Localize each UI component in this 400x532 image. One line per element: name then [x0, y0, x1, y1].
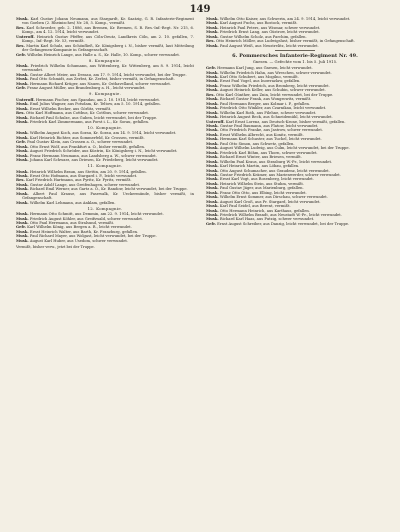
entry-text: Hermann Fischer, aus Spandau, am 2. 10. 1914, leicht verwundet. [35, 97, 161, 102]
entry-text: Franz Wilhelm Friedrich, aus Bromberg, leicht verwundet. [219, 83, 330, 88]
entry-text: Heinrich Gustav Pfeffer, aus Cöln-Deutz, Landkreis Cöln, am 2. 10. gefallen, 7. Komp., Inf.-Regt. Nr. 53, vermißt. [22, 34, 194, 44]
entry-text: Ernst Otto Hofmann, aus Stargard i. P., leicht verwundet. [29, 173, 138, 178]
entry-rank: Musk. [206, 132, 219, 137]
entry-rank: Musk. [206, 204, 219, 209]
entry-rank: Musk. [16, 200, 29, 205]
entry-text: Otto Karl Hoffmann, aus Cottbus, Kr. Cottbus, schwer verwundet. [25, 111, 150, 116]
entry-rank: Musk. [206, 155, 219, 160]
entry-rank: Musk. [206, 70, 219, 75]
left-column [16, 17, 194, 522]
entry-rank: Musk. [16, 72, 29, 77]
entry-rank: Musk. [206, 181, 219, 186]
list-entry [16, 201, 194, 205]
entry-text: Karl Otto Schubert, aus Mogilno, vermißt. [219, 74, 299, 79]
divider [275, 50, 315, 51]
entry-rank: Musk. [206, 74, 219, 79]
entry-rank: Musk. [206, 17, 219, 21]
list-entry [16, 64, 194, 73]
entry-rank: Musk. [206, 195, 219, 200]
entry-text: Wilhelm Paul Kraus, aus Strasburg W.-Pr., leicht verwundet. [219, 159, 333, 164]
entry-text: Richard Karl Haas, aus Putzig, schwer verwundet. [219, 217, 315, 222]
entry-text: Paul Gustav Jäger, aus Marienburg, gefallen. [219, 186, 304, 191]
entry-text: Paul Otto Simon, aus Schwetz, gefallen. [219, 141, 295, 146]
entry-text: Richard Emil Werner, aus Gartz a. O., Kr. Randow, leicht verwundet, bei der Truppe. [29, 187, 188, 192]
entry-rank: Musk. [16, 149, 29, 154]
entry-rank: Musk. [16, 115, 29, 120]
entry-text: August Karl Huber, aus Usedom, schwer verwundet. [29, 238, 129, 243]
entry-text: Gustav Wilhelm Scholz, aus Parchim, gefallen. [219, 34, 307, 39]
list-entry [16, 17, 194, 26]
entry-text: Karl Heinrich Martin, aus Löbau, gefallen. [219, 164, 300, 169]
section-heading: 8. Kompagnie. [88, 57, 122, 63]
entry-text: Karl Ernst Lorenz, aus Deutsch-Krone, bisher vermißt, gefallen. [225, 119, 346, 124]
entry-text: Richard Ernst Winter, aus Briesen, vermißt. [219, 155, 302, 160]
entry-text: Wilhelm Friedrich Hahn, aus Wreschen, schwer verwundet. [219, 70, 332, 75]
entry-text: Karl Heinrich Richter, aus Sommerfeld, Kr. Crossen, vermißt. [29, 135, 145, 140]
list-entry [16, 53, 194, 57]
footnote: Vermißt, bisher verw., jetzt bei der Truppe. [16, 245, 95, 250]
entry-rank: Musk. [206, 110, 219, 115]
list-entry [16, 192, 194, 201]
entry-text: Richard Gustav Frank, aus Wongrowitz, vermißt. [219, 97, 312, 102]
entry-text: Otto Friedrich Franke, aus Jastrow, schwer verwundet. [219, 128, 323, 133]
right-column [206, 17, 384, 522]
entry-rank: Musk. [16, 212, 29, 217]
entry-rank: Musk. [206, 177, 219, 182]
entry-text: Martin Karl Schulz, aus Schönfließ, Kr. Königsberg i. N., bisher vermißt, laut Mitteilung der Gefangenen-Kompanie in Gefangenschaft. [22, 43, 194, 53]
entry-rank: Gefr. [16, 225, 26, 230]
list-entry [16, 120, 194, 124]
entry-text: Johann Karl Schwarz, aus Driesen, Kr. Friedeberg, leicht verwundet. [29, 158, 159, 163]
entry-text: Karl Friedrich Hartmann, aus Pyritz, Kr. Pyritz, vermißt. [25, 178, 132, 183]
entry-rank: Musk. [206, 30, 219, 35]
entry-text: August Friedrich Schröder, aus Küstrin, Kr. Königsberg i. N., leicht verwundet. [29, 149, 178, 154]
entry-rank: Musk. [206, 34, 219, 39]
entry-rank: Musk. [16, 77, 29, 82]
entry-rank: Musk. [206, 146, 219, 151]
entry-rank: Musk. [16, 158, 29, 163]
entry-text: Friedrich Karl Böhm, aus Thorn, schwer verwundet. [219, 150, 318, 155]
entry-text: Friedrich Karl Zimmermann, aus Forst i. L., Kr. Sorau, gefallen. [29, 119, 150, 124]
list-entry [16, 35, 194, 44]
entry-rank: Musk. [206, 159, 219, 164]
entry-text: Paul Richard Mayer, aus Wolgast, leicht verwundet, bei der Truppe. [29, 234, 157, 239]
entry-rank: Res. [206, 39, 215, 44]
entry-rank: Musk. [16, 191, 29, 196]
entry-text: August Karl Groß, aus Pr. Stargard, leicht verwundet. [219, 199, 321, 204]
entry-rank: Gefr. [16, 140, 26, 145]
entry-rank: Musk. [206, 83, 219, 88]
entry-rank: Gefr. [206, 221, 216, 226]
entry-text: Gustav Albert Meier, aus Dessau, am 17. 9. 1914, leicht verwundet, bei der Truppe. [29, 72, 187, 77]
entry-text: Ernst Karl Vogt, aus Rosenberg, leicht verwundet. [219, 177, 314, 182]
entry-text: Gustav Paul Baumann, aus Flatow, leicht verwundet. [219, 123, 319, 128]
entry-rank: Unteroff. [206, 119, 225, 124]
entry-text: Wilhelm Ernst Sommer, aus Dirschau, schwer verwundet. [219, 195, 328, 200]
entry-text: Friedrich Otto Winkler, aus Czarnikau, leicht verwundet. [219, 106, 327, 111]
entry-text: Karl Schroeder, geb. 2. 1886, aus Bremen, Kr. Bremen, S. R. Res.-Inf.-Regt. Nr. 215, 6. Komp., am 4. 12. 1914, leicht verwundet. [22, 25, 194, 35]
entry-rank: Musk. [206, 106, 219, 111]
entry-rank: Musk. [206, 25, 219, 30]
entry-text: Franz Otto Otto, aus Elbing, leicht verwundet. [219, 190, 307, 195]
entry-text: Heinrich Wilhelm Stein, aus Stuhm, vermißt. [219, 181, 305, 186]
entry-rank: Musk. [206, 172, 219, 177]
entry-text: Otto August Schumacher, aus Graudenz, leicht verwundet. [219, 168, 330, 173]
entry-text: Wilhelm Karl Roth, aus Filehne, schwer verwundet. [219, 110, 317, 115]
entry-text: Otto Hermann Heinrich, aus Karthaus, gefallen. [219, 208, 310, 213]
entry-text: August Heinrich Keller, aus Schubin, schwer verwundet. [219, 88, 326, 93]
entry-rank: Musk. [16, 238, 29, 243]
section-heading: 10. Kompagnie. [87, 124, 123, 130]
entry-rank: Musk. [16, 64, 29, 69]
entry-rank: Res. [16, 111, 25, 116]
entry-rank: Musk. [206, 43, 219, 48]
entry-text: Emil Julius Wagner, aus Potsdam, Kr. Teltow, am 5. 10. 1914, gefallen. [29, 102, 161, 107]
entry-rank: Musk. [16, 229, 29, 234]
entry-rank: Musk. [16, 131, 29, 136]
entry-rank: Res. [16, 43, 25, 48]
entry-rank: Musk. [206, 186, 219, 191]
entry-rank: Unteroff. [16, 97, 35, 102]
entry-text: Gustav Friedrich Krämer, aus Marienwerder, schwer verwundet. [219, 172, 341, 177]
entry-rank: Musk. [16, 173, 29, 178]
entry-text: Wilhelm Karl Lehmann, aus Anklam, gefallen. [29, 200, 116, 205]
entry-text: Friedrich Wilhelm Schumann, aus Wittenberg, Kr. Wittenberg, am 8. 9. 1914, leicht verwundet. [22, 64, 194, 73]
entry-text: Friedrich Wilhelm Brandt, aus Neustadt W.-Pr., leicht verwundet. [219, 213, 342, 218]
list-entry [16, 239, 194, 243]
entry-rank: Unteroff. [16, 34, 35, 39]
entry-rank: Musk. [16, 187, 29, 192]
entry-rank: Musk. [16, 182, 29, 187]
entry-text: Paul Otto Schmidt, aus Zerbst, Kr. Zerbst, bisher vermißt, in Gefangenschaft. [29, 77, 175, 82]
entry-text: Hermann Karl Jung, aus Gnesen, leicht verwundet. [217, 66, 313, 71]
entry-text: Wilhelm August Koch, aus Sorau, Kr. Sorau, am 14. 9. 1914, leicht verwundet. [29, 131, 177, 136]
entry-text: Paul Gustav Klein, aus Crossen a. O., schwer verwundet. [27, 140, 134, 145]
entry-text: Wilhelm Heinrich Lange, aus Halle a. S., Kr. Halle, 10. Komp., schwer verwundet. [27, 52, 181, 57]
entry-rank: Musk. [206, 150, 219, 155]
entry-rank: Musk. [206, 88, 219, 93]
entry-rank: Musk. [206, 199, 219, 204]
page-number: 149 [189, 4, 211, 15]
entry-rank: Musk. [206, 115, 219, 120]
entry-rank: Musk. [16, 135, 29, 140]
entry-rank: Musk. [16, 220, 29, 225]
entry-text: Heinrich August Beck, aus Schneidemühl, leicht verwundet. [219, 115, 333, 120]
section-heading: 9. Kompagnie. [88, 91, 122, 97]
entry-rank: Musk. [206, 217, 219, 222]
entry-text: Franz Hermann Neumann, aus Landsberg a. W., schwer verwundet. [29, 153, 157, 158]
entry-text: Heinrich Paul Peters, aus Wismar, schwer verwundet. [219, 25, 321, 30]
entry-text: Heinrich Wilhelm Braun, aus Stettin, am 20. 9. 1914, gefallen. [29, 169, 147, 174]
list-entry [16, 86, 194, 90]
entry-text: Ernst Paul Vogel, aus Inowrazlaw, gefallen. [219, 79, 301, 84]
entry-text: Otto Ernst Wolf, aus Frankfurt a. O., bisher vermißt, gefallen. [29, 144, 146, 149]
entry-text: Karl Gustav Johann Neumann, aus Stargardt, Kr. Saatzig, G. R. Infanterie-Regiment von Goeben (2. Rheinisches) Nr. 28, 5. Komp., vermißt. [22, 17, 194, 26]
list-entry [16, 44, 194, 53]
entry-rank: Musk. [206, 101, 219, 106]
entry-rank: Musk. [206, 97, 219, 102]
entry-rank: Musk. [206, 168, 219, 173]
entry-rank: Gefr. [206, 66, 216, 71]
entry-text: Friedrich Ernst Lang, aus Güstrow, leicht verwundet. [219, 30, 320, 35]
entry-rank: Musk. [16, 119, 29, 124]
entry-rank: Gefr. [16, 86, 26, 91]
entry-rank: Musk. [16, 102, 29, 107]
entry-rank: Musk. [206, 141, 219, 146]
entry-text: Franz August Müller, aus Brandenburg a. H., leicht verwundet. [27, 86, 146, 91]
list-entry [206, 44, 384, 48]
list-entry [16, 158, 194, 162]
entry-text: Wilhelm Otto Kaiser, aus Schwerin, am 24. 9. 1914, leicht verwundet. [219, 17, 351, 21]
entry-text: Hermann Karl Schuster, aus Tuchel, leicht verwundet. [219, 137, 322, 142]
entry-rank: Musk. [16, 144, 29, 149]
entry-rank: Musk. [16, 216, 29, 221]
entry-text: Ernst August Schreiber, aus Danzig, leicht verwundet, bei der Truppe. [217, 221, 350, 226]
entry-text: Albert Paul Krause, aus Pasewalk, Kr. Ueckermünde, bisher vermißt, in Gefangenschaft. [22, 191, 194, 201]
entry-rank: Musk. [206, 128, 219, 133]
entry-rank: Musk. [206, 21, 219, 26]
entry-rank: Musk. [206, 79, 219, 84]
entry-text: Ernst Heinrich Walter, aus Barth, Kr. Franzburg, gefallen. [29, 229, 139, 234]
entry-rank: Musk. [206, 213, 219, 218]
entry-text: Ernst Wilhelm Albrecht, aus Konitz, vermißt. [219, 132, 304, 137]
entry-rank: Musk. [16, 81, 29, 86]
list-entry [16, 26, 194, 35]
entry-rank: Musk. [206, 208, 219, 213]
entry-rank: Res. [16, 25, 25, 30]
entry-rank: Musk. [16, 17, 29, 21]
section-heading: 12. Kompagnie. [87, 205, 123, 211]
columns [16, 17, 384, 522]
entry-text: Hermann Richard Krüger, aus Nauen, Kr. Osthavelland, schwer verwundet. [29, 81, 172, 86]
entry-text: Hermann Otto Schmitt, aus Demmin, am 22. 9. 1914, leicht verwundet. [29, 212, 164, 217]
entry-text: Otto Paul Herrmann, aus Stralsund, vermißt. [29, 220, 115, 225]
regiment-heading: 6. Pommersches Infanterie-Regiment Nr. 49. [232, 53, 358, 60]
regiment-subheading: Gnesen. — Gefechte vom 1. bis 5. Juli 1915. [252, 58, 338, 64]
entry-rank: Musk. [206, 137, 219, 142]
entry-text: Paul Hermann Berger, aus Kolmar i. P., gefallen. [219, 101, 311, 106]
entry-text: August Wilhelm Ludwig, aus Culm, leicht verwundet, bei der Truppe. [219, 146, 350, 151]
entry-rank: Res. [16, 178, 25, 183]
entry-text: Paul August Weiß, aus Neustrelitz, leicht verwundet. [219, 43, 319, 48]
entry-text: Friedrich August Köhler, aus Greifswald, schwer verwundet. [29, 216, 144, 221]
entry-rank: Musk. [16, 153, 29, 158]
entry-text: Gustav Adolf Lange, aus Greifenhagen, schwer verwundet. [29, 182, 141, 187]
entry-rank: Musk. [16, 106, 29, 111]
entry-rank: Musk. [16, 234, 29, 239]
entry-text: Otto Heinrich Möller, aus Ludwigslust, bisher vermißt, in Gefangenschaft. [215, 39, 355, 44]
section-heading: 11. Kompagnie. [87, 163, 123, 169]
entry-text: Ernst Wilhelm Becker, aus Görlitz, vermißt. [29, 106, 112, 111]
entry-text: Karl Wilhelm König, aus Bergen a. R., leicht verwundet. [27, 225, 132, 230]
entry-text: Karl Paul Seidel, aus Berent, vermißt. [219, 204, 291, 209]
entry-rank: Musk. [206, 123, 219, 128]
list-entry [206, 222, 384, 226]
entry-rank: Res. [206, 92, 215, 97]
entry-rank: Gefr. [16, 52, 26, 57]
entry-text: Otto Karl Günther, aus Znin, leicht verwundet, bei der Truppe. [215, 92, 334, 97]
entry-rank: Musk. [16, 169, 29, 174]
entry-rank: Musk. [206, 164, 219, 169]
entry-text: Karl August Fuchs, aus Rostock, vermißt. [219, 21, 298, 26]
entry-text: Richard Paul Schulze, aus Guben, leicht verwundet, bei der Truppe. [29, 115, 158, 120]
entry-rank: Musk. [206, 190, 219, 195]
